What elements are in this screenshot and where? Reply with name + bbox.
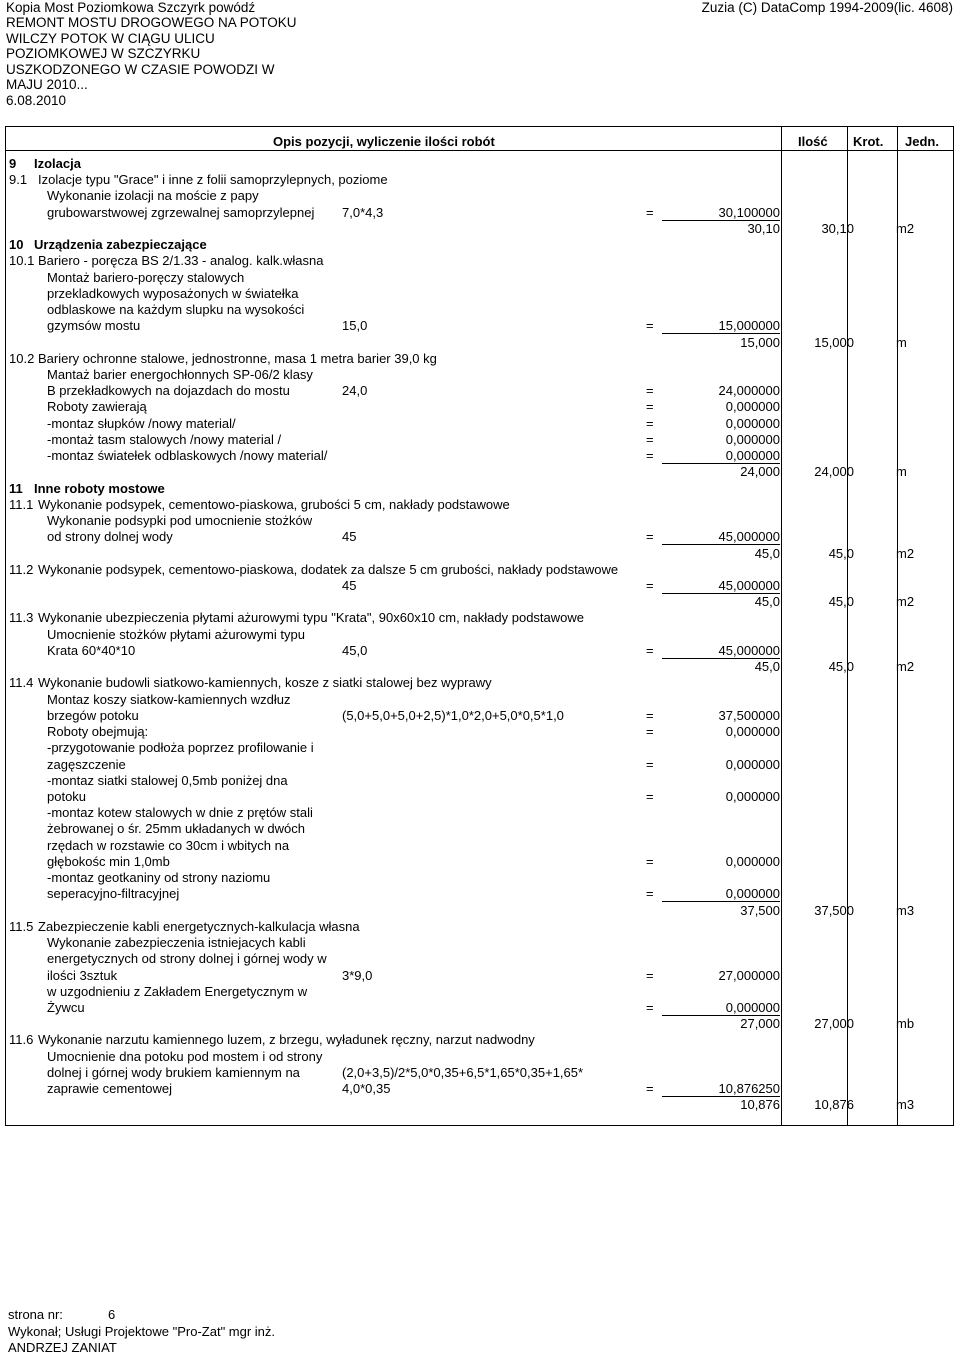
calc-value: 45,000000 bbox=[662, 529, 780, 545]
equals-sign: = bbox=[646, 383, 654, 399]
calc-value: 0,000000 bbox=[725, 399, 780, 415]
item-description: -montaz światełek odblaskowych /nowy material/ bbox=[47, 448, 328, 464]
unit-value: m2 bbox=[896, 594, 915, 610]
item-description: -montaż tasm stalowych /nowy material / bbox=[47, 431, 282, 447]
equals-sign: = bbox=[646, 999, 654, 1015]
item-description: potoku bbox=[47, 788, 87, 804]
unit-value: m2 bbox=[896, 545, 915, 561]
section-title: Urządzenia zabezpieczające bbox=[34, 237, 207, 253]
calc-value: 0,000000 bbox=[662, 886, 780, 902]
calc-value: 45,000000 bbox=[662, 578, 780, 594]
item-description: energetycznych od strony dolnej i górnej wody w bbox=[47, 951, 327, 967]
section-title: Izolacja bbox=[34, 156, 81, 171]
item-title: Wykonanie podsypek, cementowo-piaskowa, grubości 5 cm, nakłady podstawowe bbox=[38, 496, 510, 512]
title-line: POZIOMKOWEJ W SZCZYRKU bbox=[6, 46, 201, 61]
calc-expression: (2,0+3,5)/2*5,0*0,35+6,5*1,65*0,35+1,65* bbox=[342, 1064, 584, 1080]
item-number: 11.1 bbox=[9, 496, 34, 512]
equals-sign: = bbox=[646, 707, 654, 723]
calc-value: 0,000000 bbox=[725, 431, 780, 447]
calc-value: 0,000000 bbox=[725, 415, 780, 431]
item-description: odblaskowe na każdym slupku na wysokości bbox=[47, 302, 305, 318]
equals-sign: = bbox=[646, 1081, 654, 1097]
item-number: 10.1 bbox=[9, 253, 35, 269]
unit-value: m bbox=[896, 464, 907, 480]
quantity-total: 24,000 bbox=[740, 464, 780, 480]
times-value: 24,000 bbox=[814, 464, 854, 480]
column-divider bbox=[781, 126, 782, 1126]
equals-sign: = bbox=[646, 724, 654, 740]
quantity-total: 15,000 bbox=[740, 334, 780, 350]
date-line: 6.08.2010 bbox=[6, 93, 67, 108]
item-description: -przygotowanie podłoża poprzez profilowanie i bbox=[47, 740, 314, 756]
item-description: Żywcu bbox=[47, 999, 85, 1015]
quantity-total: 45,0 bbox=[754, 545, 780, 561]
item-description: Umocnienie stożków płytami ażurowymi typu bbox=[47, 626, 305, 642]
equals-sign: = bbox=[646, 448, 654, 464]
times-value: 15,000 bbox=[814, 334, 854, 350]
item-description: ilości 3sztuk bbox=[47, 967, 118, 983]
calc-value: 10,876250 bbox=[662, 1081, 780, 1097]
item-description: Wykonanie zabezpieczenia istniejacych kabli bbox=[47, 935, 306, 951]
calc-value: 0,000000 bbox=[725, 853, 780, 869]
calc-value: 0,000000 bbox=[725, 724, 780, 740]
unit-value: m2 bbox=[896, 659, 915, 675]
times-value: 45,0 bbox=[828, 594, 854, 610]
unit-value: m2 bbox=[896, 220, 915, 236]
quantity-total: 27,000 bbox=[740, 1016, 780, 1032]
calc-expression: 7,0*4,3 bbox=[342, 204, 384, 220]
equals-sign: = bbox=[646, 431, 654, 447]
item-description: w uzgodnieniu z Zakładem Energetycznym w bbox=[47, 983, 308, 999]
page-number: 6 bbox=[108, 1307, 116, 1322]
item-description: -montaz siatki stalowej 0,5mb poniżej dna bbox=[47, 772, 288, 788]
item-description: dolnej i górnej wody brukiem kamiennym na bbox=[47, 1064, 300, 1080]
calc-value: 0,000000 bbox=[662, 448, 780, 464]
equals-sign: = bbox=[646, 415, 654, 431]
times-value: 27,000 bbox=[814, 1016, 854, 1032]
calc-value: 30,100000 bbox=[662, 205, 780, 221]
item-description: Montaż bariero-poręczy stalowych bbox=[47, 269, 245, 285]
calc-expression: (5,0+5,0+5,0+2,5)*1,0*2,0+5,0*0,5*1,0 bbox=[342, 707, 564, 723]
equals-sign: = bbox=[646, 788, 654, 804]
quantity-total: 37,500 bbox=[740, 902, 780, 918]
item-description: zaprawie cementowej bbox=[47, 1081, 173, 1097]
item-number: 11.5 bbox=[9, 918, 34, 934]
equals-sign: = bbox=[646, 577, 654, 593]
title-line: REMONT MOSTU DROGOWEGO NA POTOKU bbox=[6, 15, 297, 30]
author-line: Wykonał; Usługi Projektowe "Pro-Zat" mgr inż. bbox=[8, 1324, 276, 1339]
item-description: -montaz geotkaniny od strony naziomu bbox=[47, 870, 271, 886]
item-description: zagęszczenie bbox=[47, 756, 126, 772]
item-number: 10.2 bbox=[9, 350, 35, 366]
column-header-description: Opis pozycji, wyliczenie ilości robót bbox=[273, 134, 495, 149]
times-value: 45,0 bbox=[828, 545, 854, 561]
unit-value: mb bbox=[896, 1016, 915, 1032]
times-value: 37,500 bbox=[814, 902, 854, 918]
section-number: 10 bbox=[9, 237, 24, 253]
title-line: WILCZY POTOK W CIĄGU ULICU bbox=[6, 31, 215, 46]
calc-value: 0,000000 bbox=[725, 756, 780, 772]
section-number: 11 bbox=[9, 480, 23, 496]
calc-expression: 3*9,0 bbox=[342, 967, 373, 983]
item-description: przekladkowych wyposażonych w światełka bbox=[47, 285, 299, 301]
times-value: 30,10 bbox=[821, 220, 854, 236]
item-description: B przekładkowych na dojazdach do mostu bbox=[47, 383, 290, 399]
quantity-total: 45,0 bbox=[754, 659, 780, 675]
item-description: Krata 60*40*10 bbox=[47, 642, 136, 658]
item-number: 11.4 bbox=[9, 675, 34, 691]
calc-value: 37,500000 bbox=[718, 707, 780, 723]
item-description: Umocnienie dna potoku pod mostem i od strony bbox=[47, 1048, 323, 1064]
column-header-unit: Jedn. bbox=[905, 134, 939, 149]
item-description: od strony dolnej wody bbox=[47, 529, 173, 545]
unit-value: m3 bbox=[896, 902, 915, 918]
item-description: rzędach w rozstawie co 30cm i wbitych na bbox=[47, 837, 290, 853]
calc-value: 15,000000 bbox=[662, 318, 780, 334]
item-title: Wykonanie podsypek, cementowo-piaskowa, dodatek za dalsze 5 cm grubości, nakłady podstawowe bbox=[38, 561, 619, 577]
equals-sign: = bbox=[646, 529, 654, 545]
unit-value: m3 bbox=[896, 1097, 915, 1113]
item-number: 11.2 bbox=[9, 561, 34, 577]
column-header-quantity: Ilość bbox=[798, 134, 828, 149]
item-description: gzymsów mostu bbox=[47, 318, 141, 334]
equals-sign: = bbox=[646, 886, 654, 902]
title-line: MAJU 2010... bbox=[6, 77, 88, 92]
equals-sign: = bbox=[646, 399, 654, 415]
header-divider bbox=[5, 150, 954, 151]
calc-expression: 24,0 bbox=[342, 383, 368, 399]
calc-expression: 45 bbox=[342, 577, 357, 593]
calc-value: 24,000000 bbox=[718, 383, 780, 399]
calc-value: 0,000000 bbox=[662, 1000, 780, 1016]
quantity-total: 30,10 bbox=[747, 220, 780, 236]
equals-sign: = bbox=[646, 318, 654, 334]
item-title: Wykonanie ubezpieczenia płytami ażurowymi typu "Krata", 90x60x10 cm, nakłady podstawowe bbox=[38, 610, 584, 626]
item-number: 11.6 bbox=[9, 1032, 34, 1048]
equals-sign: = bbox=[646, 967, 654, 983]
item-title: Zabezpieczenie kabli energetycznych-kalkulacja własna bbox=[38, 918, 360, 934]
item-description: głębokośc min 1,0mb bbox=[47, 853, 170, 869]
quantity-total: 10,876 bbox=[740, 1097, 780, 1113]
calc-expression: 45,0 bbox=[342, 642, 368, 658]
item-number: 9.1 bbox=[9, 172, 28, 188]
item-title: Wykonanie budowli siatkowo-kamiennych, kosze z siatki stalowej bez wyprawy bbox=[38, 675, 492, 691]
item-description: Wykonanie izolacji na moście z papy bbox=[47, 188, 259, 204]
equals-sign: = bbox=[646, 642, 654, 658]
item-description: żebrowanej o śr. 25mm układanych w dwóch bbox=[47, 821, 305, 837]
times-value: 10,876 bbox=[814, 1097, 854, 1113]
equals-sign: = bbox=[646, 756, 654, 772]
title-line: USZKODZONEGO W CZASIE POWODZI W bbox=[6, 62, 275, 77]
quantity-total: 45,0 bbox=[754, 594, 780, 610]
author-line: ANDRZEJ ZANIAT bbox=[8, 1340, 117, 1355]
section-number: 9 bbox=[9, 156, 17, 171]
item-description: Roboty obejmują: bbox=[47, 724, 149, 740]
item-description: -montaz kotew stalowych w dnie z prętów stali bbox=[47, 805, 313, 821]
calc-value: 45,000000 bbox=[662, 643, 780, 659]
calc-value: 27,000000 bbox=[718, 967, 780, 983]
item-title: Izolacje typu "Grace" i inne z folii samoprzylepnych, poziome bbox=[38, 172, 388, 188]
item-number: 11.3 bbox=[9, 610, 34, 626]
item-description: Montaz koszy siatkow-kamiennych wzdłuz bbox=[47, 691, 291, 707]
calc-expression: 45 bbox=[342, 529, 357, 545]
software-license: Zuzia (C) DataComp 1994-2009(lic. 4608) bbox=[701, 0, 953, 15]
item-description: Mantaż barier energochłonnych SP-06/2 klasy bbox=[47, 366, 313, 382]
calc-expression: 4,0*0,35 bbox=[342, 1081, 391, 1097]
item-description: brzegów potoku bbox=[47, 707, 139, 723]
item-title: Wykonanie narzutu kamiennego luzem, z brzegu, wyładunek ręczny, narzut nadwodny bbox=[38, 1032, 535, 1048]
unit-value: m bbox=[896, 334, 907, 350]
calc-value: 0,000000 bbox=[725, 788, 780, 804]
item-description: Wykonanie podsypki pod umocnienie stożków bbox=[47, 513, 313, 529]
item-description: Roboty zawierają bbox=[47, 399, 147, 415]
title-line: Kopia Most Poziomkowa Szczyrk powódź bbox=[6, 0, 256, 15]
item-description: seperacyjno-filtracyjnej bbox=[47, 886, 180, 902]
page-label: strona nr: bbox=[8, 1307, 63, 1322]
equals-sign: = bbox=[646, 853, 654, 869]
column-divider bbox=[897, 126, 898, 1126]
item-description: -montaz słupków /nowy material/ bbox=[47, 415, 236, 431]
times-value: 45,0 bbox=[828, 659, 854, 675]
column-header-times: Krot. bbox=[853, 134, 884, 149]
item-description: grubowarstwowej zgrzewalnej samoprzylepnej bbox=[47, 204, 315, 220]
section-title: Inne roboty mostowe bbox=[34, 480, 165, 496]
column-divider bbox=[847, 126, 848, 1126]
item-title: Bariery ochronne stalowe, jednostronne, masa 1 metra barier 39,0 kg bbox=[38, 350, 437, 366]
item-title: Bariero - poręcza BS 2/1.33 - analog. kalk.własna bbox=[38, 253, 324, 269]
equals-sign: = bbox=[646, 204, 654, 220]
calc-expression: 15,0 bbox=[342, 318, 368, 334]
